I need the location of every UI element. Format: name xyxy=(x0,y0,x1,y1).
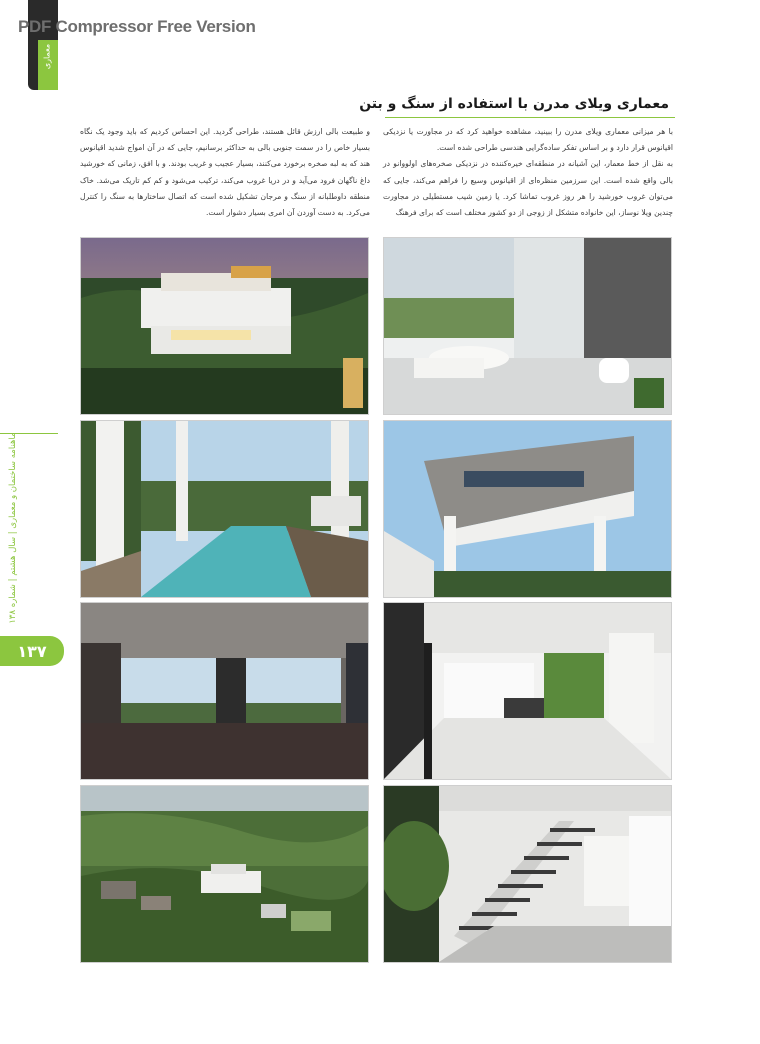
photo-cantilever-terrace xyxy=(383,420,672,598)
photo-aerial-view xyxy=(80,785,369,963)
photo-staircase xyxy=(383,785,672,963)
page-number-badge xyxy=(0,636,64,666)
side-journal-info: ماهنامه ساختمان و معماری | سال هشتم | شماره ۱۳۸ xyxy=(8,432,18,624)
photo-open-plan-interior xyxy=(383,602,672,780)
article-title: معماری ویلای مدرن با استفاده از سنگ و بتن xyxy=(359,96,669,112)
article-paragraph: با هر میزانی معماری ویلای مدرن را ببینید، مشاهده خواهید کرد که در مجاورت یا نزدیکی اقیانوس قرار دارد و بر اساس تفکر ساده‌گرایی هندسی طراحی شده است. xyxy=(383,127,673,153)
article-paragraph: به نقل از خط معمار، این آشیانه در منطقه‌ای خیره‌کننده در نزدیکی صخره‌های اولووانو در بالی واقع شده است. این سرزمین منظره‌ای از اقیانوس وسیع را فراهم می‌کند، جایی که می‌توان غروب خورشید را هر روز غروب تماشا کرد. یا زمین شیب مستطیلی در مجاورت چندین ویلا نوساز، این خانواده متشکل از زوجی از دو کشور مختلف است که برای فرهنگ xyxy=(383,159,673,218)
photo-villa-dusk-exterior xyxy=(80,237,369,415)
title-underline xyxy=(385,117,675,118)
article-paragraph: و طبیعت بالی ارزش قائل هستند، طراحی گردید. این احساس کردیم که باید وجود یک نگاه بسیار خاص را در سمت جنوبی بالی به حداکثر برسانیم، جایی که در آن امواج شدید اقیانوس هند که به لبه صخره برخورد می‌کنند، بسیار عجیب و غریب بودند. و با افق، زمانی که خورشید داغ ناگهان فرود می‌آید و در دریا غروب می‌کند، ترکیب می‌شود و کم کم تاریک می‌شد. خاک منطقه داوطلبانه از سنگ و مرجان تشکیل شده است که اتصال ساختارها به سنگ را کنترل می‌کرد. به دست آوردن آن امری بسیار دشوار است. xyxy=(80,127,370,218)
article-column-left xyxy=(80,124,370,221)
photo-living-room-ocean xyxy=(80,602,369,780)
article-header xyxy=(359,92,675,116)
photo-infinity-pool xyxy=(80,420,369,598)
photo-bathroom-ocean-view xyxy=(383,237,672,415)
page-number: ۱۳۷ xyxy=(17,641,47,661)
pdf-watermark: PDF Compressor Free Version xyxy=(18,17,256,36)
section-tab-label: معماری xyxy=(42,43,52,70)
article-column-right xyxy=(383,124,673,221)
